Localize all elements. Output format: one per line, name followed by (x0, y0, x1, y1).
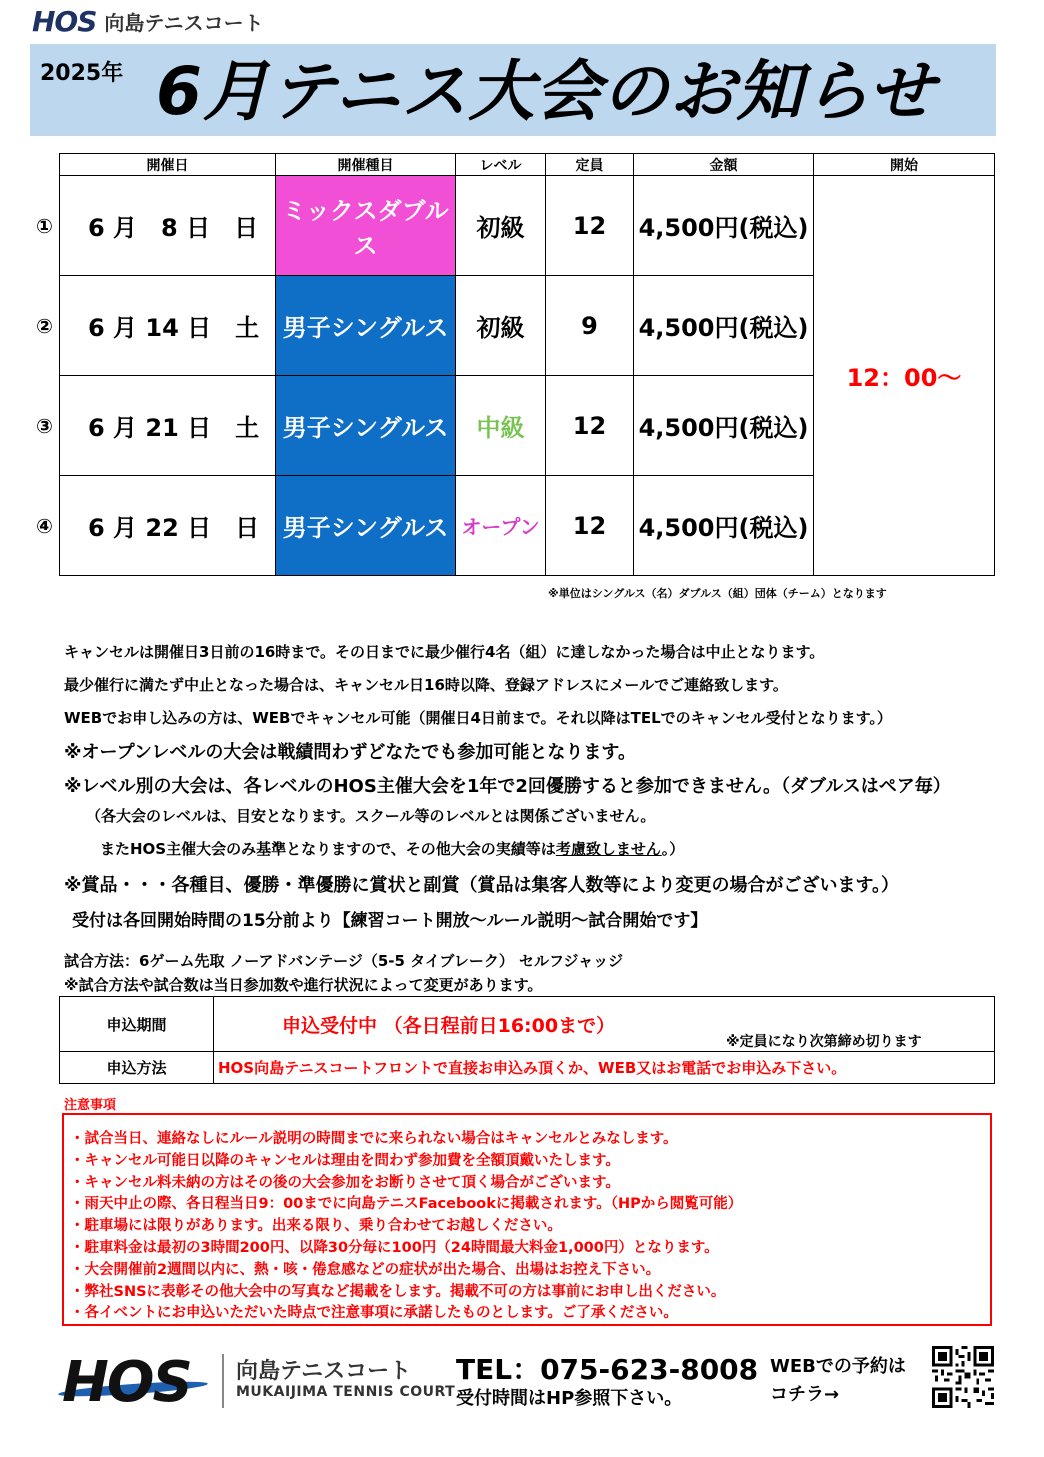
header-price: 金額 (634, 154, 814, 176)
header-event: 開催種目 (276, 154, 456, 176)
table-row (60, 176, 995, 276)
caution-item: ・各イベントにお申込いただいた時点で注意事項に承諾したものとします。ご了承ください。 (70, 1305, 678, 1322)
caution-item: ・キャンセル料未納の方はその後の大会参加をお断りさせて頂く場合がございます。 (70, 1174, 620, 1191)
note-reception: 受付は各回開始時間の15分前より【練習コート開放～ルール説明～試合開始です】 (72, 911, 708, 931)
caution-item: ・弊社SNSに表彰その他大会中の写真など掲載をします。掲載不可の方は事前にお申し出ください。 (70, 1283, 726, 1300)
hos-logo-mark: HOS (32, 4, 97, 38)
row-price: 4,500円(税込) (634, 476, 814, 576)
footer-logo-mark: HOS (62, 1350, 191, 1415)
header-level: レベル (456, 154, 546, 176)
caution-item: ・キャンセル可能日以降のキャンセルは理由を問わず参加費を全額頂戴いたします。 (70, 1152, 620, 1169)
row-capacity: 12 (546, 376, 634, 476)
note-match-change: ※試合方法や試合数は当日参加数や進行状況によって変更があります。 (64, 976, 543, 994)
table-header-row (60, 154, 995, 176)
footer-hours: 受付時間はHP参照下さい。 (456, 1388, 683, 1409)
row-number-2: ② (36, 314, 53, 338)
apply-period-cell (214, 997, 995, 1052)
row-event: 男子シングルス (276, 276, 456, 376)
note-prizes: ※賞品・・・各種目、優勝・準優勝に賞状と副賞（賞品は集客人数等により変更の場合がございます。） (64, 875, 900, 896)
row-event: 男子シングルス (276, 376, 456, 476)
qr-code-icon[interactable] (932, 1346, 994, 1408)
row-capacity: 9 (546, 276, 634, 376)
row-number-1: ① (36, 214, 53, 238)
footer-tel: TEL：075-623-8008 (456, 1353, 759, 1386)
note-cancel-deadline: キャンセルは開催日3日前の16時まで。その日までに最少催行4名（組）に達しなかった場合は中止となります。 (64, 643, 825, 661)
apply-method-label: 申込方法 (60, 1052, 214, 1084)
start-time: 12：00～ (814, 176, 995, 576)
header-date: 開催日 (60, 154, 276, 176)
header-capacity: 定員 (546, 154, 634, 176)
note-hos-standard-c: 。） (661, 840, 685, 858)
page-title: 6月テニス大会のお知らせ (156, 53, 936, 130)
row-price: 4,500円(税込) (634, 276, 814, 376)
top-logo (32, 6, 264, 36)
apply-period-note: ※定員になり次第締め切ります (726, 1034, 922, 1050)
apply-period-value: 申込受付中 （各日程前日16:00まで） (282, 1015, 616, 1037)
row-capacity: 12 (546, 476, 634, 576)
caution-item: ・雨天中止の際、各日程当日9：00までに向島テニスFacebookに掲載されます。（HPから閲覧可能） (70, 1196, 743, 1213)
footer-web-line1: WEBでの予約は (770, 1356, 906, 1377)
caution-title: 注意事項 (64, 1098, 117, 1113)
note-match-format: 試合方法：6ゲーム先取 ノーアドバンテージ（5-5 タイブレーク） セルフジャッジ (64, 952, 624, 970)
row-event: ミックスダブルス (276, 176, 456, 276)
row-number-4: ④ (36, 514, 53, 538)
caution-item: ・試合当日、連絡なしにルール説明の時間までに来られない場合はキャンセルとみなします。 (70, 1131, 678, 1147)
caution-box (62, 1113, 992, 1326)
application-table (59, 996, 995, 1084)
apply-method-row (60, 1052, 995, 1084)
footer-name: 向島テニスコート (236, 1359, 412, 1384)
footer-divider (222, 1354, 224, 1408)
top-logo-name: 向島テニスコート (104, 10, 264, 35)
row-date: 6 月 21 日 土 (60, 376, 276, 476)
note-hos-standard-a: またHOS主催大会のみ基準となりますので、その他大会の実績等は (100, 840, 556, 858)
note-level-guide: （各大会のレベルは、目安となります。スクール等のレベルとは関係ございません。 (86, 807, 656, 825)
note-hos-standard (100, 838, 684, 859)
row-capacity: 12 (546, 176, 634, 276)
row-level: 初級 (456, 276, 546, 376)
apply-method-value: HOS向島テニスコートフロントで直接お申込み頂くか、WEB又はお電話でお申込み下さい。 (214, 1052, 995, 1084)
caution-item: ・駐車場には限りがあります。出来る限り、乗り合わせてお越しください。 (70, 1218, 562, 1235)
footer-web-line2: コチラ→ (770, 1384, 840, 1405)
row-number-3: ③ (36, 414, 53, 438)
row-level: 中級 (456, 376, 546, 476)
row-date: 6 月 8 日 日 (60, 176, 276, 276)
note-web-cancel: WEBでお申し込みの方は、WEBでキャンセル可能（開催日4日前まで。それ以降はTELでのキャンセル受付となります。） (64, 709, 892, 727)
schedule-table (59, 153, 995, 576)
row-event: 男子シングルス (276, 476, 456, 576)
row-price: 4,500円(税込) (634, 176, 814, 276)
header-start: 開始 (814, 154, 995, 176)
row-level: 初級 (456, 176, 546, 276)
apply-period-label: 申込期間 (60, 997, 214, 1052)
note-level-restriction: ※レベル別の大会は、各レベルのHOS主催大会を1年で2回優勝すると参加できません。（ダブルスはペア毎） (64, 776, 951, 797)
row-date: 6 月 14 日 土 (60, 276, 276, 376)
footer-name-en: MUKAIJIMA TENNIS COURT (236, 1384, 456, 1400)
apply-period-row (60, 997, 995, 1052)
caution-list (64, 1115, 990, 1325)
row-price: 4,500円(税込) (634, 376, 814, 476)
caution-item: ・大会開催前2週間以内に、熱・咳・倦怠感などの症状が出た場合、出場はお控え下さい。 (70, 1261, 661, 1278)
note-hos-standard-b: 考慮致しません (555, 840, 662, 858)
year-label: 2025年 (40, 61, 124, 86)
note-open-level: ※オープンレベルの大会は戦績問わずどなたでも参加可能となります。 (64, 742, 636, 763)
row-date: 6 月 22 日 日 (60, 476, 276, 576)
row-level: オープン (456, 476, 546, 576)
caution-item: ・駐車料金は最初の3時間200円、以降30分毎に100円（24時間最大料金1,000円）となります。 (70, 1239, 719, 1256)
note-cancel-contact: 最少催行に満たず中止となった場合は、キャンセル日16時以降、登録アドレスにメールでご連絡致します。 (64, 676, 788, 694)
unit-note: ※単位はシングルス（名）ダブルス（組）団体（チーム）となります (548, 587, 887, 600)
